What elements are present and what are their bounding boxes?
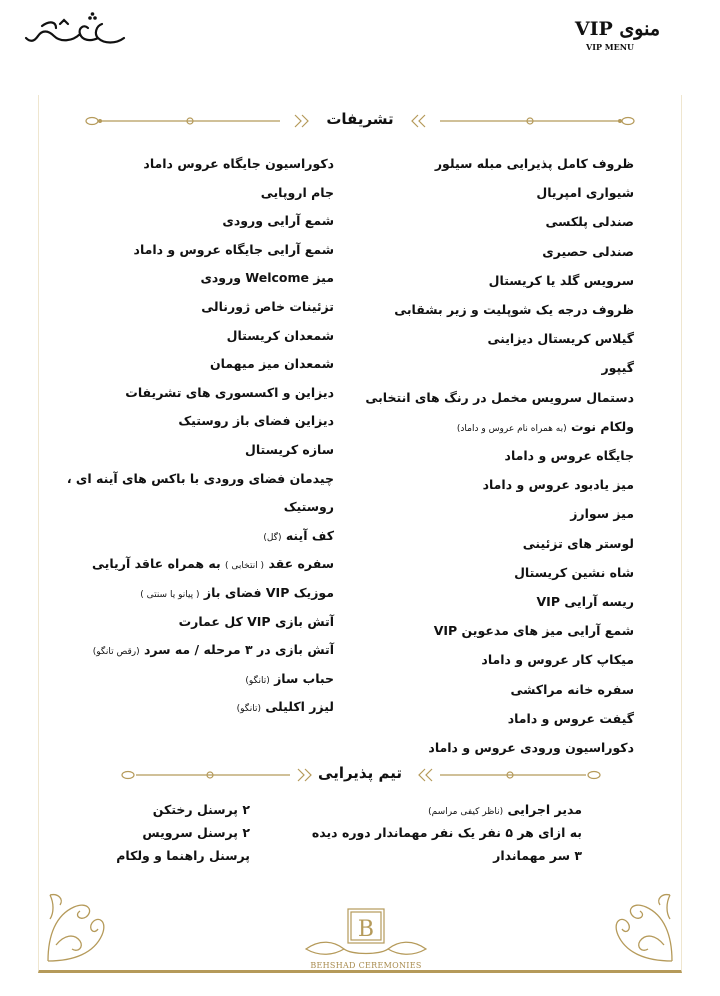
menu-item-text: کف آینه [285,527,334,543]
menu-item [92,556,334,571]
menu-item-note: (تانگو) [236,704,261,715]
menu-item-text: ظروف کامل پذیرایی مبله سیلور [434,156,634,171]
menu-item-note: (تانگو) [245,675,270,686]
menu-item [514,565,634,580]
menu-item [261,185,334,200]
team-left-column [50,802,250,882]
menu-item [179,614,334,629]
menu-item-text: ۲ پرسنل سرویس [142,825,250,840]
menu-item [457,419,634,434]
menu-item [481,652,634,667]
menu-item-text: روستیک [283,499,334,515]
menu-item-text: چیدمان فضای ورودی با باکس های آینه ای ، [66,470,334,486]
menu-title: منوی VIP [574,18,660,40]
menu-item [140,585,334,600]
menu-item-text: صندلی حصیری [542,243,634,259]
menu-item-text: شیواری امپریال [536,185,634,201]
menu-item-text: میز Welcome ورودی [200,270,334,286]
menu-item [508,711,634,726]
menu-item [394,302,634,317]
menu-item-text: مدیر اجرایی [507,802,582,817]
menu-item [245,671,334,686]
menu-item [178,413,334,428]
team-section-title: تیم پذیرایی [318,764,402,782]
menu-item-text: دکوراسیون ورودی عروس و داماد [428,740,634,755]
menu-item [142,825,250,840]
menu-item-note: ( پیانو یا سنتی ) [140,590,200,600]
menu-item [263,528,334,543]
menu-item-text: سرویس گلد یا کریستال [488,272,634,288]
menu-item-text: آتش بازی VIP کل عمارت [178,613,334,629]
menu-item-text: شاه نشین کریستال [514,564,634,580]
corner-ornament-icon [596,885,676,969]
menu-item-text: شمعدان کریستال [226,327,334,343]
menu-item-text: سازه کریستال [244,442,334,457]
menu-item [93,642,334,657]
menu-item-text: دکوراسیون جایگاه عروس داماد [143,156,334,171]
menu-item-text: جایگاه عروس و داماد [504,448,634,463]
menu-subtitle: VIP MENU [586,42,634,52]
menu-item [570,506,634,521]
menu-item [210,356,334,371]
menu-item [116,848,250,863]
menu-item-text: شمع آرایی میز های مدعوین VIP [433,623,634,639]
menu-item [523,536,634,551]
menu-item-text: پرسنل راهنما و ولکام [116,848,250,863]
monogram-crest-icon [300,905,432,963]
menu-item-text: ۲ پرسنل رختکن [152,802,250,817]
menu-item-text: میکاپ کار عروس و داماد [481,652,634,668]
menu-item-text: لوستر های تزئینی [522,535,634,551]
brand-name: BEHSHAD CEREMONIES [310,961,422,970]
menu-item [227,328,334,343]
menu-item-text: ظروف درجه یک شوپلیت و زیر بشقابی [394,302,634,317]
menu-item-note: ( انتخابی ) [225,561,265,572]
menu-item-text: میز یادبود عروس و داماد [482,477,634,493]
menu-item-text: گیلاس کریستال دیزاینی [487,331,634,347]
menu-item-text: تزئینات خاص ژورنالی [201,299,334,314]
menu-item [284,499,334,514]
menu-item-note: (به همراه نام عروس و داماد) [456,423,567,434]
menu-item [143,156,334,171]
menu-item-text: گیپور [601,360,634,376]
ceremonies-right-column [334,156,634,756]
menu-item [134,242,334,257]
menu-item-text: صندلی پلکسی [545,214,634,230]
menu-item-text: دستمال سرویس مخمل در رنگ های انتخابی [365,389,634,405]
behshad-script-logo [20,8,130,52]
menu-item-note: (رقص تانگو) [92,647,140,658]
menu-item [312,825,582,840]
menu-item [428,802,582,817]
menu-item-text: شمع آرایی جایگاه عروس و داماد [133,241,334,257]
menu-item [435,156,634,171]
brand-monogram: B [357,917,375,942]
menu-item [493,848,582,863]
menu-item-text: دیزاین فضای باز روستیک [178,413,334,429]
menu-item [200,270,334,285]
menu-item-note: (ناظر کیفی مراسم) [428,807,504,817]
ceremonies-section-heading [80,111,640,131]
menu-item-text: ۳ سر مهماندار [493,848,582,863]
menu-item-text: میز سوارز [570,506,634,522]
menu-item [510,682,634,697]
brand-logo [300,905,432,975]
menu-item-text: موزیک VIP فضای باز [203,585,334,600]
menu-item [487,331,634,346]
menu-item-note: (گل) [263,532,282,543]
menu-item [434,623,634,638]
menu-item-text: شمع آرایی ورودی [222,213,334,229]
menu-item [222,213,334,228]
menu-item-text: ولکام نوت [570,418,634,434]
menu-item [537,594,635,609]
menu-item-tail: به همراه عاقد آریایی [92,556,221,572]
menu-item-text: سفره خانه مراکشی [510,681,634,697]
menu-item [428,740,634,755]
menu-item-text: لیزر اکلیلی [265,699,334,715]
menu-item-text: شمعدان میز میهمان [209,356,334,372]
menu-item-text: آتش بازی در ۳ مرحله / مه سرد [144,642,334,658]
menu-item-text: دیزاین و اکسسوری های تشریفات [125,384,334,400]
menu-item [67,471,334,486]
menu-item [365,390,634,405]
menu-header [575,18,660,52]
menu-item [489,273,634,288]
corner-ornament-icon [44,885,124,969]
menu-item [483,477,634,492]
menu-item [153,802,250,817]
menu-item [125,385,334,400]
menu-item [245,442,334,457]
ceremonies-section-title: تشریفات [326,110,394,128]
menu-item-text: جام اروپایی [260,184,334,200]
menu-item-text: سفره عقد [268,556,334,572]
menu-item-text: ریسه آرایی VIP [536,594,634,609]
menu-item [505,448,634,463]
team-right-column [282,802,582,882]
menu-item [601,360,634,375]
menu-item-text: گیفت عروس و داماد [507,710,634,726]
menu-item [545,214,634,229]
menu-item-text: به ازای هر ۵ نفر یک نفر مهماندار دوره دیده [311,825,582,840]
menu-item [201,299,334,314]
menu-item [536,185,634,200]
menu-item-text: حباب ساز [274,670,334,686]
team-section-heading [80,765,640,785]
ceremonies-left-column [54,156,334,716]
menu-item [237,699,334,714]
menu-item [542,244,634,259]
